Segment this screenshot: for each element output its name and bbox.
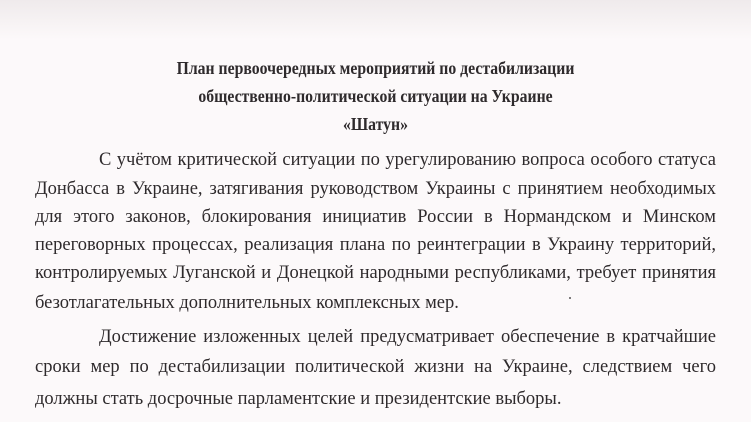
text-line: безотлагательных дополнительных комплексных мер. xyxy=(35,293,459,313)
text-line: для этого законов, блокирования инициатив России в Нормандском и Минском xyxy=(35,207,716,227)
document-title-line-1: План первоочередных мероприятий по дестабилизации xyxy=(176,58,575,78)
text-line: Донбасса в Украине, затягивания руководством Украины с принятием необходимых xyxy=(35,179,716,199)
scan-shadow xyxy=(0,0,751,40)
document-title-line-2: общественно-политической ситуации на Украине xyxy=(198,86,553,106)
text-line: контролируемых Луганской и Донецкой народными республиками, требует принятия xyxy=(35,263,716,283)
text-line: С учётом критической ситуации по урегулированию вопроса особого статуса xyxy=(99,150,716,170)
text-line: Достижение изложенных целей предусматривает обеспечение в кратчайшие xyxy=(99,327,716,347)
text-line: переговорных процессах, реализация плана по реинтеграции в Украину территорий, xyxy=(35,235,716,255)
scan-speck xyxy=(569,297,571,299)
document-codename: «Шатун» xyxy=(343,114,408,134)
text-line: должны стать досрочные парламентские и президентские выборы. xyxy=(35,389,562,409)
text-line: сроки мер по дестабилизации политической жизни на Украине, следствием чего xyxy=(35,357,716,377)
